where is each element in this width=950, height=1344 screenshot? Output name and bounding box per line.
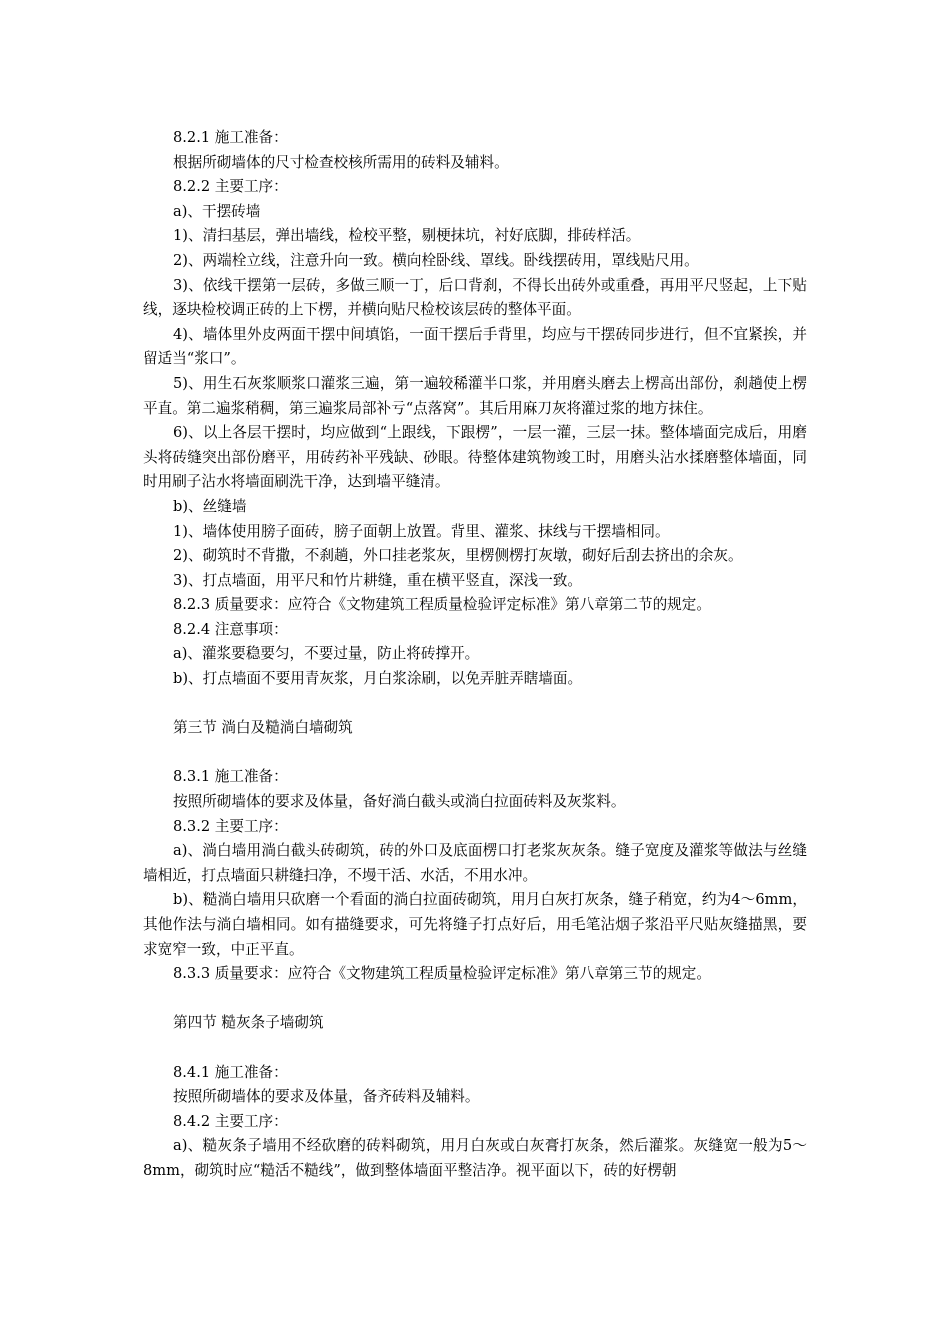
blank-line (143, 741, 807, 766)
paragraph: 1)、清扫基层，弹出墙线，检校平整，剔梗抹坑，衬好底脚，排砖样活。 (173, 227, 641, 245)
paragraph: 8.2.3 质量要求：应符合《文物建筑工程质量检验评定标准》第八章第二节的规定。 (173, 596, 711, 614)
paragraph: 8.2.1 施工准备： (173, 129, 288, 146)
paragraph: b)、糙淌白墙用只砍磨一个看面的淌白拉面砖砌筑，用月白灰打灰条，缝子稍宽，约为4～6mm，其他作法与淌白墙相同。如有描缝要求，可先将缝子打点好后，用毛笔沾烟子浆沿平尺贴灰缝描黑，要求宽窄一致，中正平直。 (143, 891, 807, 958)
paragraph: 按照所砌墙体的要求及体量，备齐砖料及辅料。 (173, 1088, 480, 1106)
paragraph: 3)、打点墙面，用平尺和竹片耕缝，重在横平竖直，深浅一致。 (173, 571, 583, 589)
blank-line (143, 1036, 807, 1061)
paragraph: 8.4.1 施工准备： (173, 1063, 288, 1081)
paragraph: 按照所砌墙体的要求及体量，备好淌白截头或淌白拉面砖料及灰浆料。 (173, 793, 626, 811)
paragraph: 第四节 糙灰条子墙砌筑 (173, 1014, 324, 1032)
paragraph: 5)、用生石灰浆顺浆口灌浆三遍，第一遍较稀灌半口浆，并用磨头磨去上楞高出部份，刹趟使上楞平直。第二遍浆稍稠，第三遍浆局部补亏“点落窝”。其后用麻刀灰将灌过浆的地方抹住。 (143, 374, 807, 417)
paragraph: 8.3.3 质量要求：应符合《文物建筑工程质量检验评定标准》第八章第三节的规定。 (173, 965, 711, 983)
paragraph: a)、灌浆要稳要匀，不要过量，防止将砖撑开。 (173, 645, 480, 663)
paragraph: 4)、墙体里外皮两面干摆中间填馅，一面干摆后手背里，均应与干摆砖同步进行，但不宜紧挨，并留适当“浆口”。 (143, 325, 807, 368)
paragraph: b)、丝缝墙 (173, 497, 247, 515)
paragraph: 8.2.2 主要工序： (173, 178, 288, 196)
paragraph: a)、淌白墙用淌白截头砖砌筑，砖的外口及底面楞口打老浆灰灰条。缝子宽度及灌浆等做法与丝缝墙相近，打点墙面只耕缝扫净，不墁干活、水活，不用水冲。 (143, 842, 807, 884)
paragraph: 1)、墙体使用膀子面砖，膀子面朝上放置。背里、灌浆、抹线与干摆墙相同。 (173, 522, 670, 540)
paragraph: 8.3.1 施工准备： (173, 768, 288, 786)
paragraph: 8.3.2 主要工序： (173, 817, 288, 835)
paragraph: 2)、两端栓立线，注意升向一致。横向栓卧线、罩线。卧线摆砖用，罩线贴尺用。 (173, 251, 699, 269)
paragraph: 2)、砌筑时不背撒，不刹趟，外口挂老浆灰，里楞侧楞打灰墩，砌好后刮去挤出的余灰。 (173, 547, 743, 565)
paragraph: 根据所砌墙体的尺寸检查校核所需用的砖料及辅料。 (173, 153, 509, 171)
paragraph: a)、糙灰条子墙用不经砍磨的砖料砌筑，用月白灰或白灰膏打灰条，然后灌浆。灰缝宽一般为5～8mm，砌筑时应“糙活不糙线”，做到整体墙面平整洁净。视平面以下，砖的好楞朝 (143, 1137, 807, 1179)
paragraph: 3)、依线干摆第一层砖，多做三顺一丁，后口背刹，不得长出砖外或重叠，再用平尺竖起，上下贴线，逐块检校调正砖的上下楞，并横向贴尺检校该层砖的整体平面。 (143, 276, 807, 319)
paragraph: 6)、以上各层干摆时，均应做到“上跟线，下跟楞”，一层一灌，三层一抹。整体墙面完成后，用磨头将砖缝突出部份磨平，用砖药补平残缺、砂眼。待整体建筑物竣工时，用磨头沾水揉磨整体墙面，同时用刷子沾水将墙面刷洗干净，达到墙平缝清。 (143, 424, 807, 491)
paragraph: 第三节 淌白及糙淌白墙砌筑 (173, 719, 353, 737)
paragraph: a)、干摆砖墙 (173, 202, 261, 220)
blank-line (143, 987, 807, 1012)
blank-line (143, 692, 807, 717)
paragraph: b)、打点墙面不要用青灰浆，月白浆涂刷，以免弄脏弄瞎墙面。 (173, 670, 583, 688)
paragraph: 8.2.4 注意事项： (173, 620, 288, 638)
paragraph: 8.4.2 主要工序： (173, 1112, 288, 1130)
